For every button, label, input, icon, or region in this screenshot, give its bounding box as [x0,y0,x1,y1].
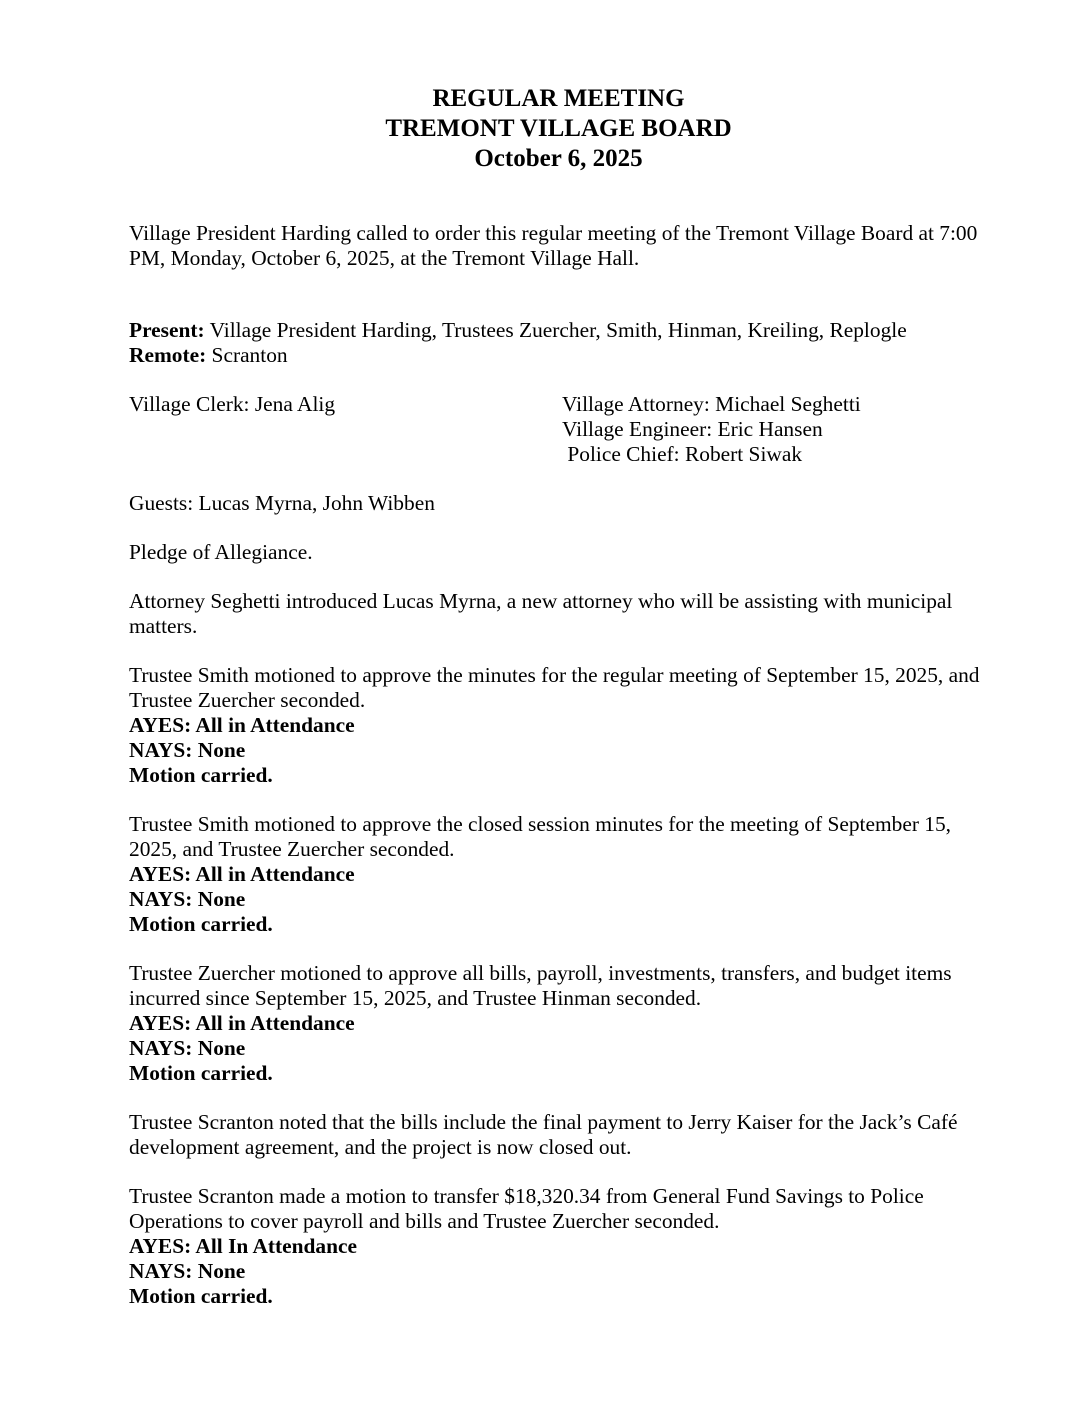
text-line: Trustee Scranton noted that the bills include the final payment to Jerry Kaiser for the Jack’s Café [129,1110,958,1134]
officials-left-column [129,392,562,467]
title-line-board-name: TREMONT VILLAGE BOARD [385,115,732,142]
ayes-line: AYES: All in Attendance [129,862,355,886]
present-line [129,318,988,343]
text-line: Trustee Scranton made a motion to transfer $18,320.34 from General Fund Savings to Police [129,1184,924,1208]
text-line: PM, Monday, October 6, 2025, at the Tremont Village Hall. [129,246,640,270]
nays-line: NAYS: None [129,1036,246,1060]
motion-result-line: Motion carried. [129,1061,273,1085]
ayes-line: AYES: All in Attendance [129,713,355,737]
text-line: Attorney Seghetti introduced Lucas Myrna, a new attorney who will be assisting with municipal [129,589,953,613]
ayes-line: AYES: All In Attendance [129,1234,358,1258]
village-attorney-line: Village Attorney: Michael Seghetti [562,392,861,416]
guests-block [129,491,988,516]
guests-line: Guests: Lucas Myrna, John Wibben [129,491,435,515]
attendance-block [129,318,988,368]
village-clerk-line: Village Clerk: Jena Alig [129,392,336,416]
present-names: Village President Harding, Trustees Zuercher, Smith, Hinman, Kreiling, Replogle [204,318,907,342]
officials-right-column [562,392,988,467]
motion-approve-closed-session [129,812,988,937]
text-line: Trustee Smith motioned to approve the closed session minutes for the meeting of September 15, [129,812,952,836]
motion-approve-minutes [129,663,988,788]
nays-line: NAYS: None [129,887,246,911]
police-chief-line: Police Chief: Robert Siwak [562,442,803,466]
attorney-intro-paragraph [129,589,988,639]
text-line: Operations to cover payroll and bills and Trustee Zuercher seconded. [129,1209,720,1233]
present-label: Present: [129,318,205,342]
opening-paragraph [129,221,988,271]
title-line-date: October 6, 2025 [474,145,643,172]
title-line-meeting-type: REGULAR MEETING [432,85,685,112]
pledge-block [129,540,988,565]
motion-result-line: Motion carried. [129,912,273,936]
nays-line: NAYS: None [129,738,246,762]
nays-line: NAYS: None [129,1259,246,1283]
motion-result-line: Motion carried. [129,1284,273,1308]
text-line: Village President Harding called to order this regular meeting of the Tremont Village Board at 7:00 [129,221,978,245]
pledge-line: Pledge of Allegiance. [129,540,313,564]
motion-result-line: Motion carried. [129,763,273,787]
remote-line [129,343,988,368]
village-engineer-line: Village Engineer: Eric Hansen [562,417,823,441]
text-line: Trustee Zuercher motioned to approve all bills, payroll, investments, transfers, and budget items [129,961,952,985]
document-title [129,84,988,174]
scranton-note-paragraph [129,1110,988,1160]
motion-transfer-funds [129,1184,988,1309]
remote-names: Scranton [206,343,288,367]
text-line: 2025, and Trustee Zuercher seconded. [129,837,455,861]
text-line: Trustee Smith motioned to approve the minutes for the regular meeting of September 15, 2025, and [129,663,980,687]
text-line: matters. [129,614,198,638]
officials-block [129,392,988,467]
remote-label: Remote: [129,343,207,367]
motion-approve-bills [129,961,988,1086]
text-line: development agreement, and the project is now closed out. [129,1135,632,1159]
ayes-line: AYES: All in Attendance [129,1011,355,1035]
text-line: incurred since September 15, 2025, and Trustee Hinman seconded. [129,986,702,1010]
text-line: Trustee Zuercher seconded. [129,688,366,712]
